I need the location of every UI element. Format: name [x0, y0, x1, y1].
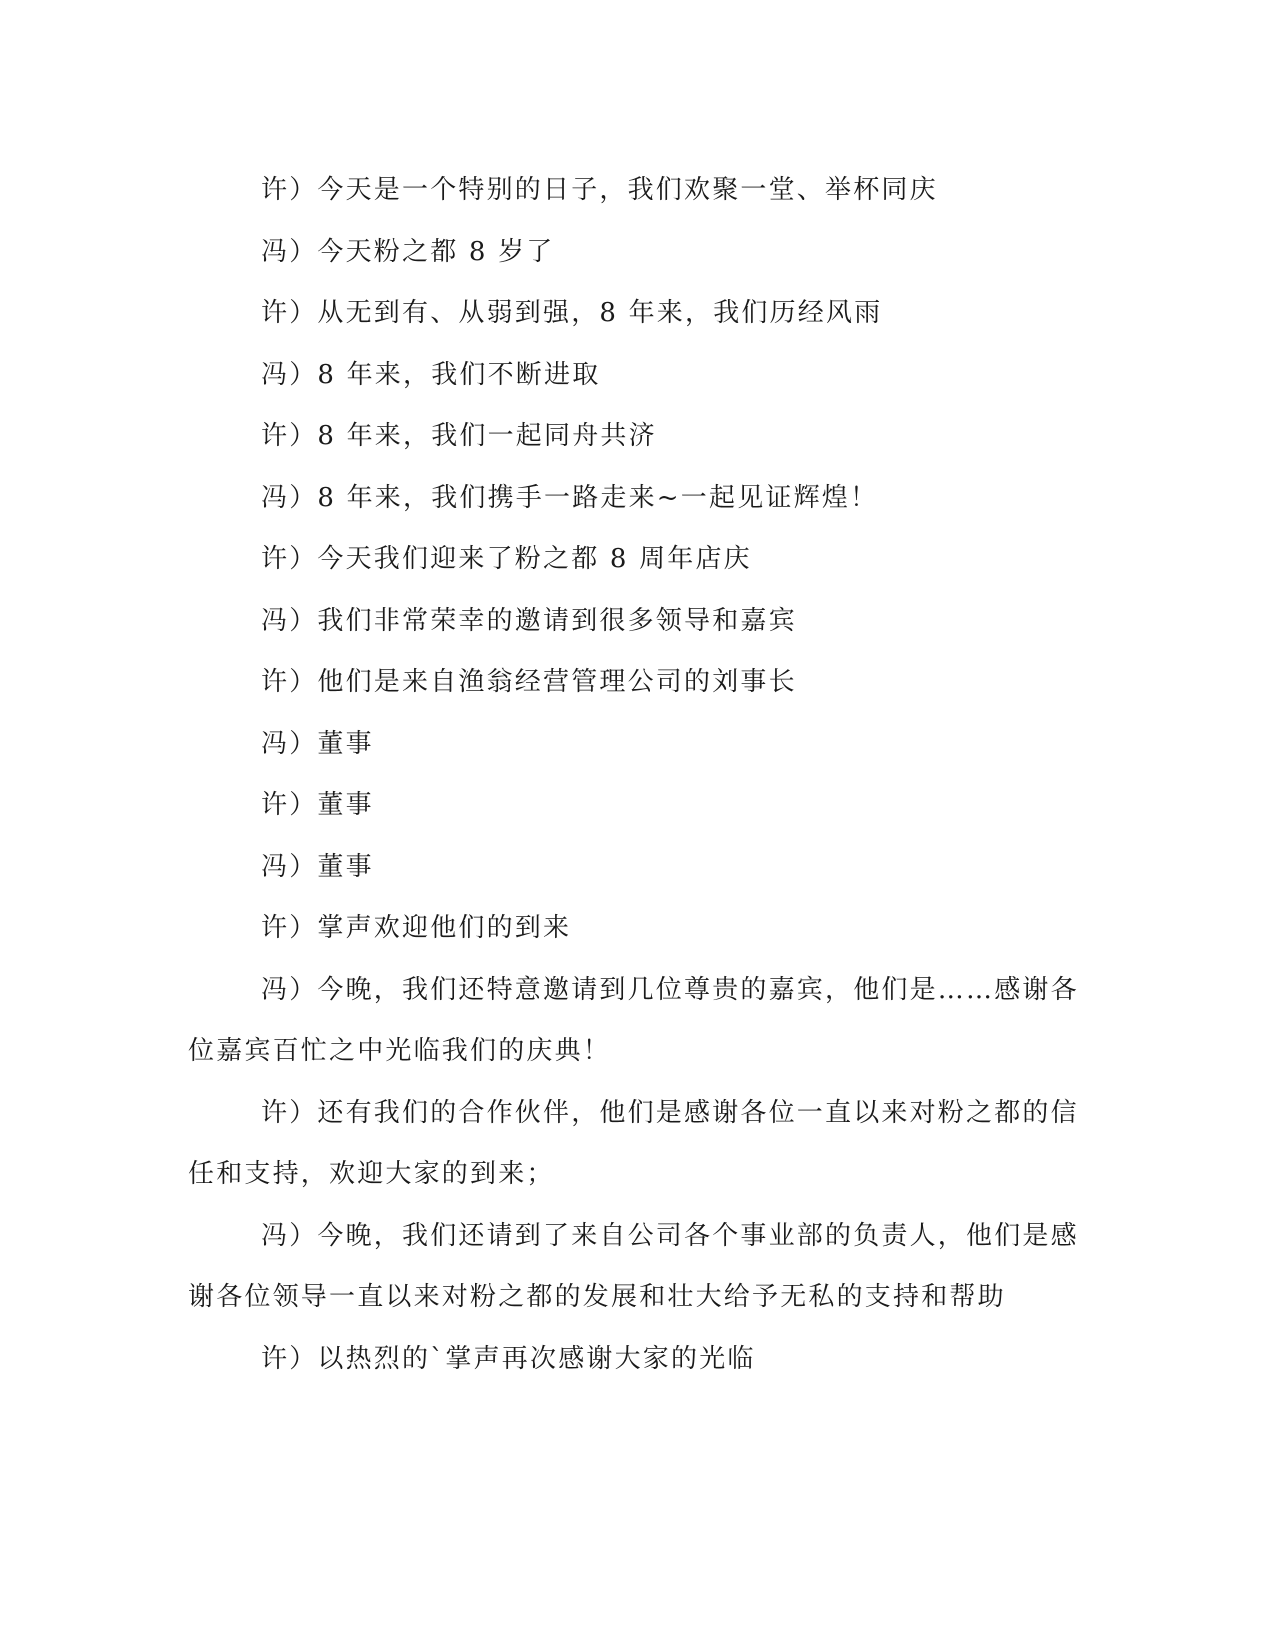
- paragraph: 许）掌声欢迎他们的到来: [261, 913, 572, 943]
- paragraph: 冯）今晚，我们还请到了来自公司各个事业部的负责人，他们是感谢各位领导一直以来对粉之都的发展和壮大给予无私的支持和帮助: [188, 1220, 1079, 1312]
- paragraph: 许）今天我们迎来了粉之都 8 周年店庆: [261, 544, 752, 574]
- paragraph: 冯）今天粉之都 8 岁了: [261, 236, 555, 267]
- paragraph: 许）董事: [261, 790, 374, 820]
- paragraph: 许）他们是来自渔翁经营管理公司的刘事长: [261, 667, 797, 697]
- paragraph: 冯）8 年来，我们携手一路走来~一起见证辉煌！: [261, 482, 879, 513]
- paragraph: 许）今天是一个特别的日子，我们欢聚一堂、举杯同庆: [261, 175, 938, 205]
- paragraph: 冯）今晚，我们还特意邀请到几位尊贵的嘉宾，他们是……感谢各位嘉宾百忙之中光临我们的庆典！: [188, 974, 1079, 1066]
- paragraph: 许）还有我们的合作伙伴，他们是感谢各位一直以来对粉之都的信任和支持，欢迎大家的到来；: [188, 1097, 1079, 1189]
- paragraph: 冯）董事: [261, 728, 374, 759]
- paragraph: 许）从无到有、从弱到强，8 年来，我们历经风雨: [261, 298, 883, 328]
- paragraph: 冯）董事: [261, 851, 374, 882]
- paragraph: 许）以热烈的`掌声再次感谢大家的光临: [261, 1343, 756, 1374]
- document-body: [188, 160, 1088, 1390]
- paragraph: 许）8 年来，我们一起同舟共济: [261, 421, 657, 451]
- paragraph: 冯）我们非常荣幸的邀请到很多领导和嘉宾: [261, 605, 797, 636]
- paragraph: 冯）8 年来，我们不断进取: [261, 359, 601, 390]
